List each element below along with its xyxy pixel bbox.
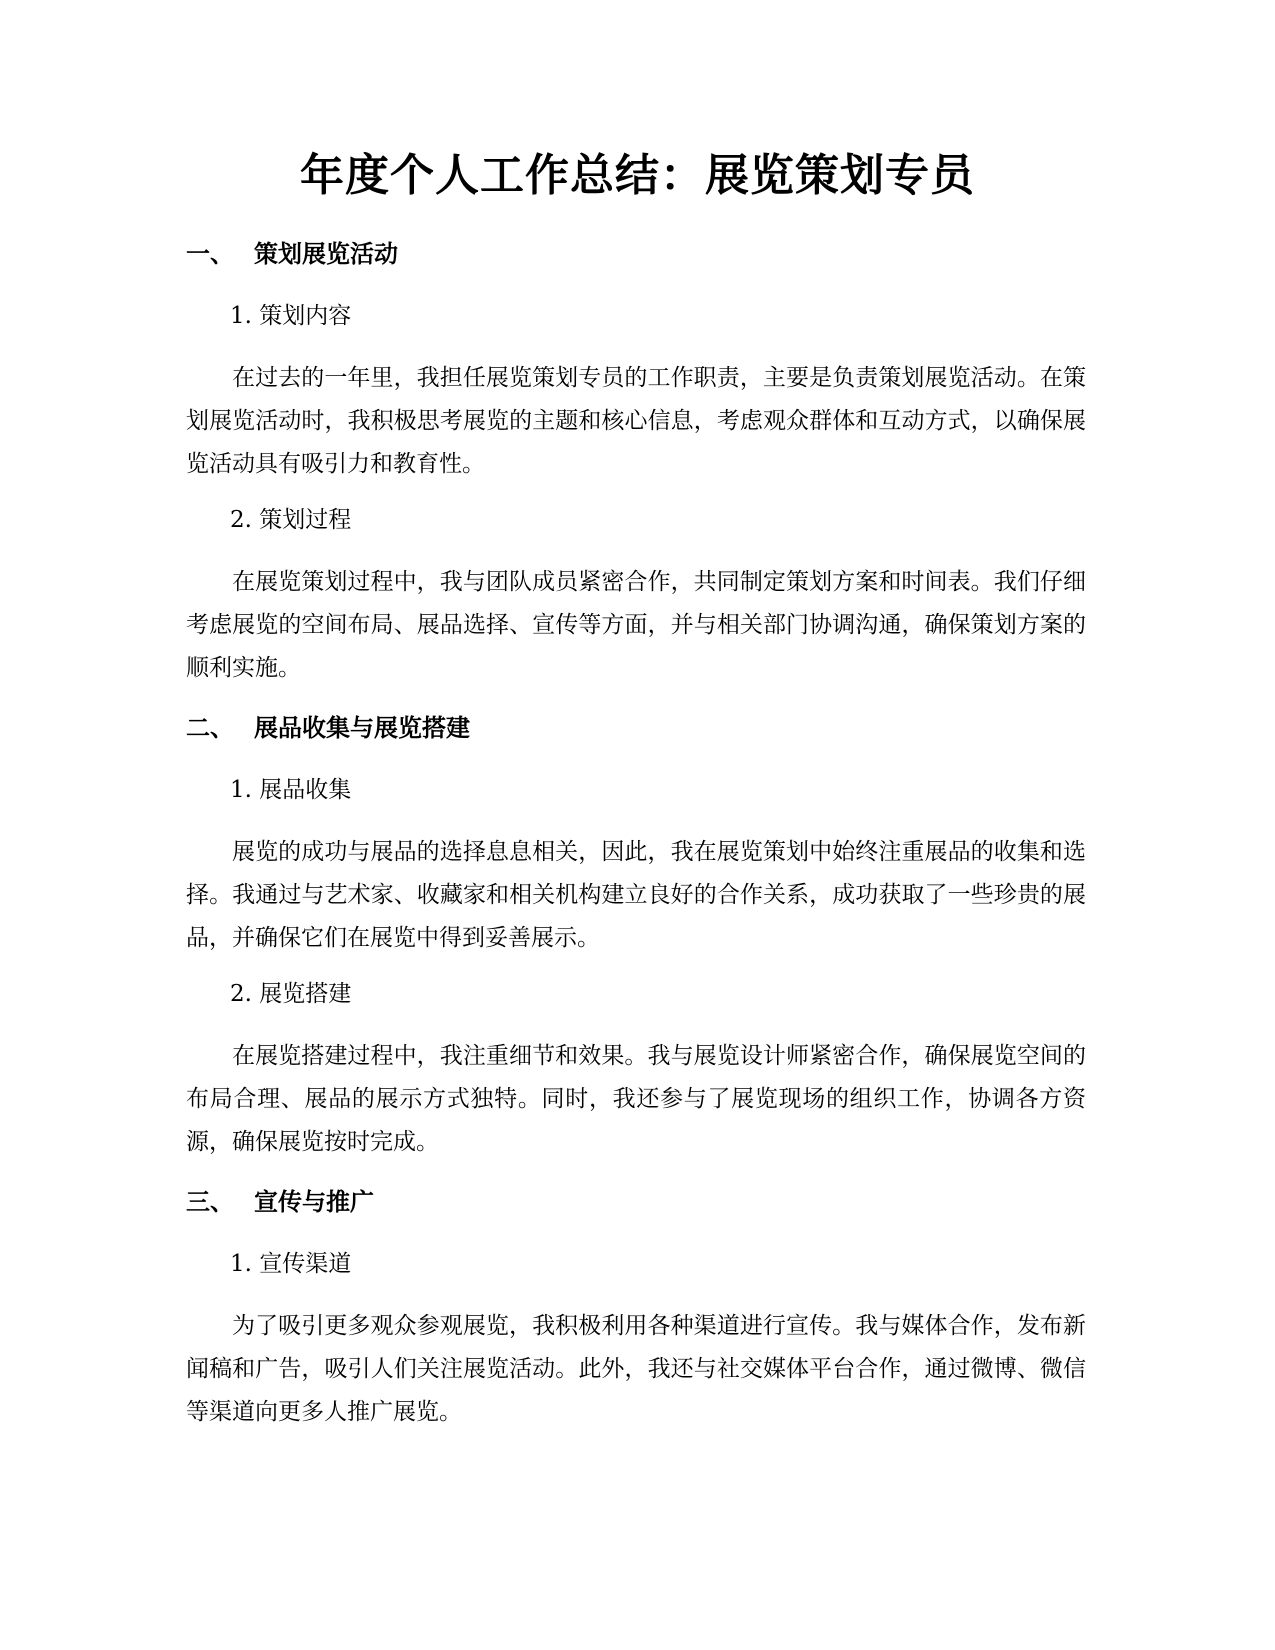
paragraph: 在展览搭建过程中，我注重细节和效果。我与展览设计师紧密合作，确保展览空间的布局合理、展品的展示方式独特。同时，我还参与了展览现场的组织工作，协调各方资源，确保展览按时完成。	[186, 1043, 1086, 1155]
subsection-label: 1. 展品收集	[230, 777, 352, 803]
section-number: 一、	[186, 240, 234, 268]
subsection-label: 2. 展览搭建	[230, 981, 352, 1007]
paragraph: 展览的成功与展品的选择息息相关，因此，我在展览策划中始终注重展品的收集和选择。我通过与艺术家、收藏家和相关机构建立良好的合作关系，成功获取了一些珍贵的展品，并确保它们在展览中得到妥善展示。	[186, 839, 1086, 951]
section-number: 二、	[186, 714, 234, 742]
subsection-label: 1. 宣传渠道	[230, 1251, 352, 1277]
subsection-label: 2. 策划过程	[230, 507, 352, 533]
document-title: 年度个人工作总结：展览策划专员	[300, 150, 975, 201]
subsection-label: 1. 策划内容	[230, 303, 352, 329]
section-heading-2	[186, 711, 470, 745]
section-number: 三、	[186, 1188, 234, 1216]
section-heading-1	[186, 237, 398, 271]
section-title: 宣传与推广	[254, 1188, 374, 1216]
paragraph: 在展览策划过程中，我与团队成员紧密合作，共同制定策划方案和时间表。我们仔细考虑展览的空间布局、展品选择、宣传等方面，并与相关部门协调沟通，确保策划方案的顺利实施。	[186, 569, 1086, 681]
section-title: 展品收集与展览搭建	[254, 714, 470, 742]
paragraph: 在过去的一年里，我担任展览策划专员的工作职责，主要是负责策划展览活动。在策划展览活动时，我积极思考展览的主题和核心信息，考虑观众群体和互动方式，以确保展览活动具有吸引力和教育性。	[186, 365, 1086, 477]
paragraph: 为了吸引更多观众参观展览，我积极利用各种渠道进行宣传。我与媒体合作，发布新闻稿和广告，吸引人们关注展览活动。此外，我还与社交媒体平台合作，通过微博、微信等渠道向更多人推广展览。	[186, 1313, 1086, 1425]
section-title: 策划展览活动	[254, 240, 398, 268]
section-heading-3	[186, 1185, 374, 1219]
